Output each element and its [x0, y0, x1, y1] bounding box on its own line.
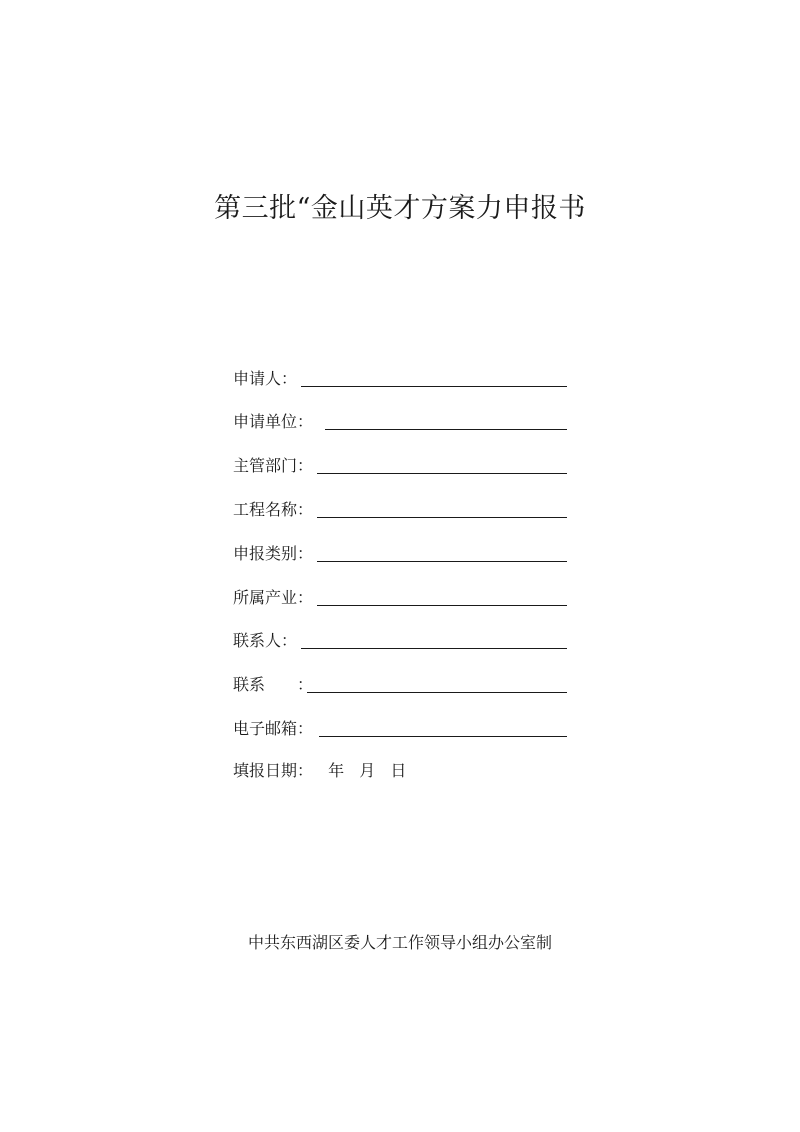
fill-in-line[interactable]: [307, 692, 567, 693]
field-label: 工程名称：: [233, 500, 314, 519]
field-label: 申请人：: [233, 369, 298, 388]
date-label: 填报日期：: [233, 761, 314, 780]
field-label: 电子邮箱：: [233, 719, 314, 738]
fill-in-line[interactable]: [317, 561, 567, 562]
fill-in-line[interactable]: [325, 429, 567, 430]
issuer-footer: 中共东西湖区委人才工作领导小组办公室制: [247, 933, 552, 952]
form-field-contact-person: [233, 628, 297, 652]
field-label: 申请单位：: [233, 412, 314, 431]
form-field-applicant-unit: [233, 409, 313, 433]
form-field-project-name: [233, 497, 313, 521]
field-label: 联系人：: [233, 631, 298, 650]
form-field-category: [233, 541, 313, 565]
form-field-industry: [233, 585, 313, 609]
form-field-applicant: [233, 366, 297, 390]
date-day: 日: [390, 761, 407, 780]
fill-in-line[interactable]: [301, 648, 567, 649]
date-month: 月: [359, 761, 376, 780]
field-label: 申报类别：: [233, 544, 314, 563]
field-label: 主管部门：: [233, 456, 314, 475]
fill-in-line[interactable]: [301, 386, 567, 387]
fill-in-line[interactable]: [319, 736, 567, 737]
form-field-supervising-dept: [233, 453, 313, 477]
field-label: 所属产业：: [233, 588, 314, 607]
form-field-email: [233, 716, 313, 740]
fill-date-row: [233, 758, 406, 781]
form-field-contact: [233, 672, 313, 696]
fill-in-line[interactable]: [317, 517, 567, 518]
field-label: 联系 ：: [233, 675, 314, 694]
fill-in-line[interactable]: [317, 473, 567, 474]
fill-in-line[interactable]: [317, 605, 567, 606]
page-title: 第三批“金山英才方案力申报书: [214, 193, 586, 224]
date-year: 年: [328, 761, 345, 780]
